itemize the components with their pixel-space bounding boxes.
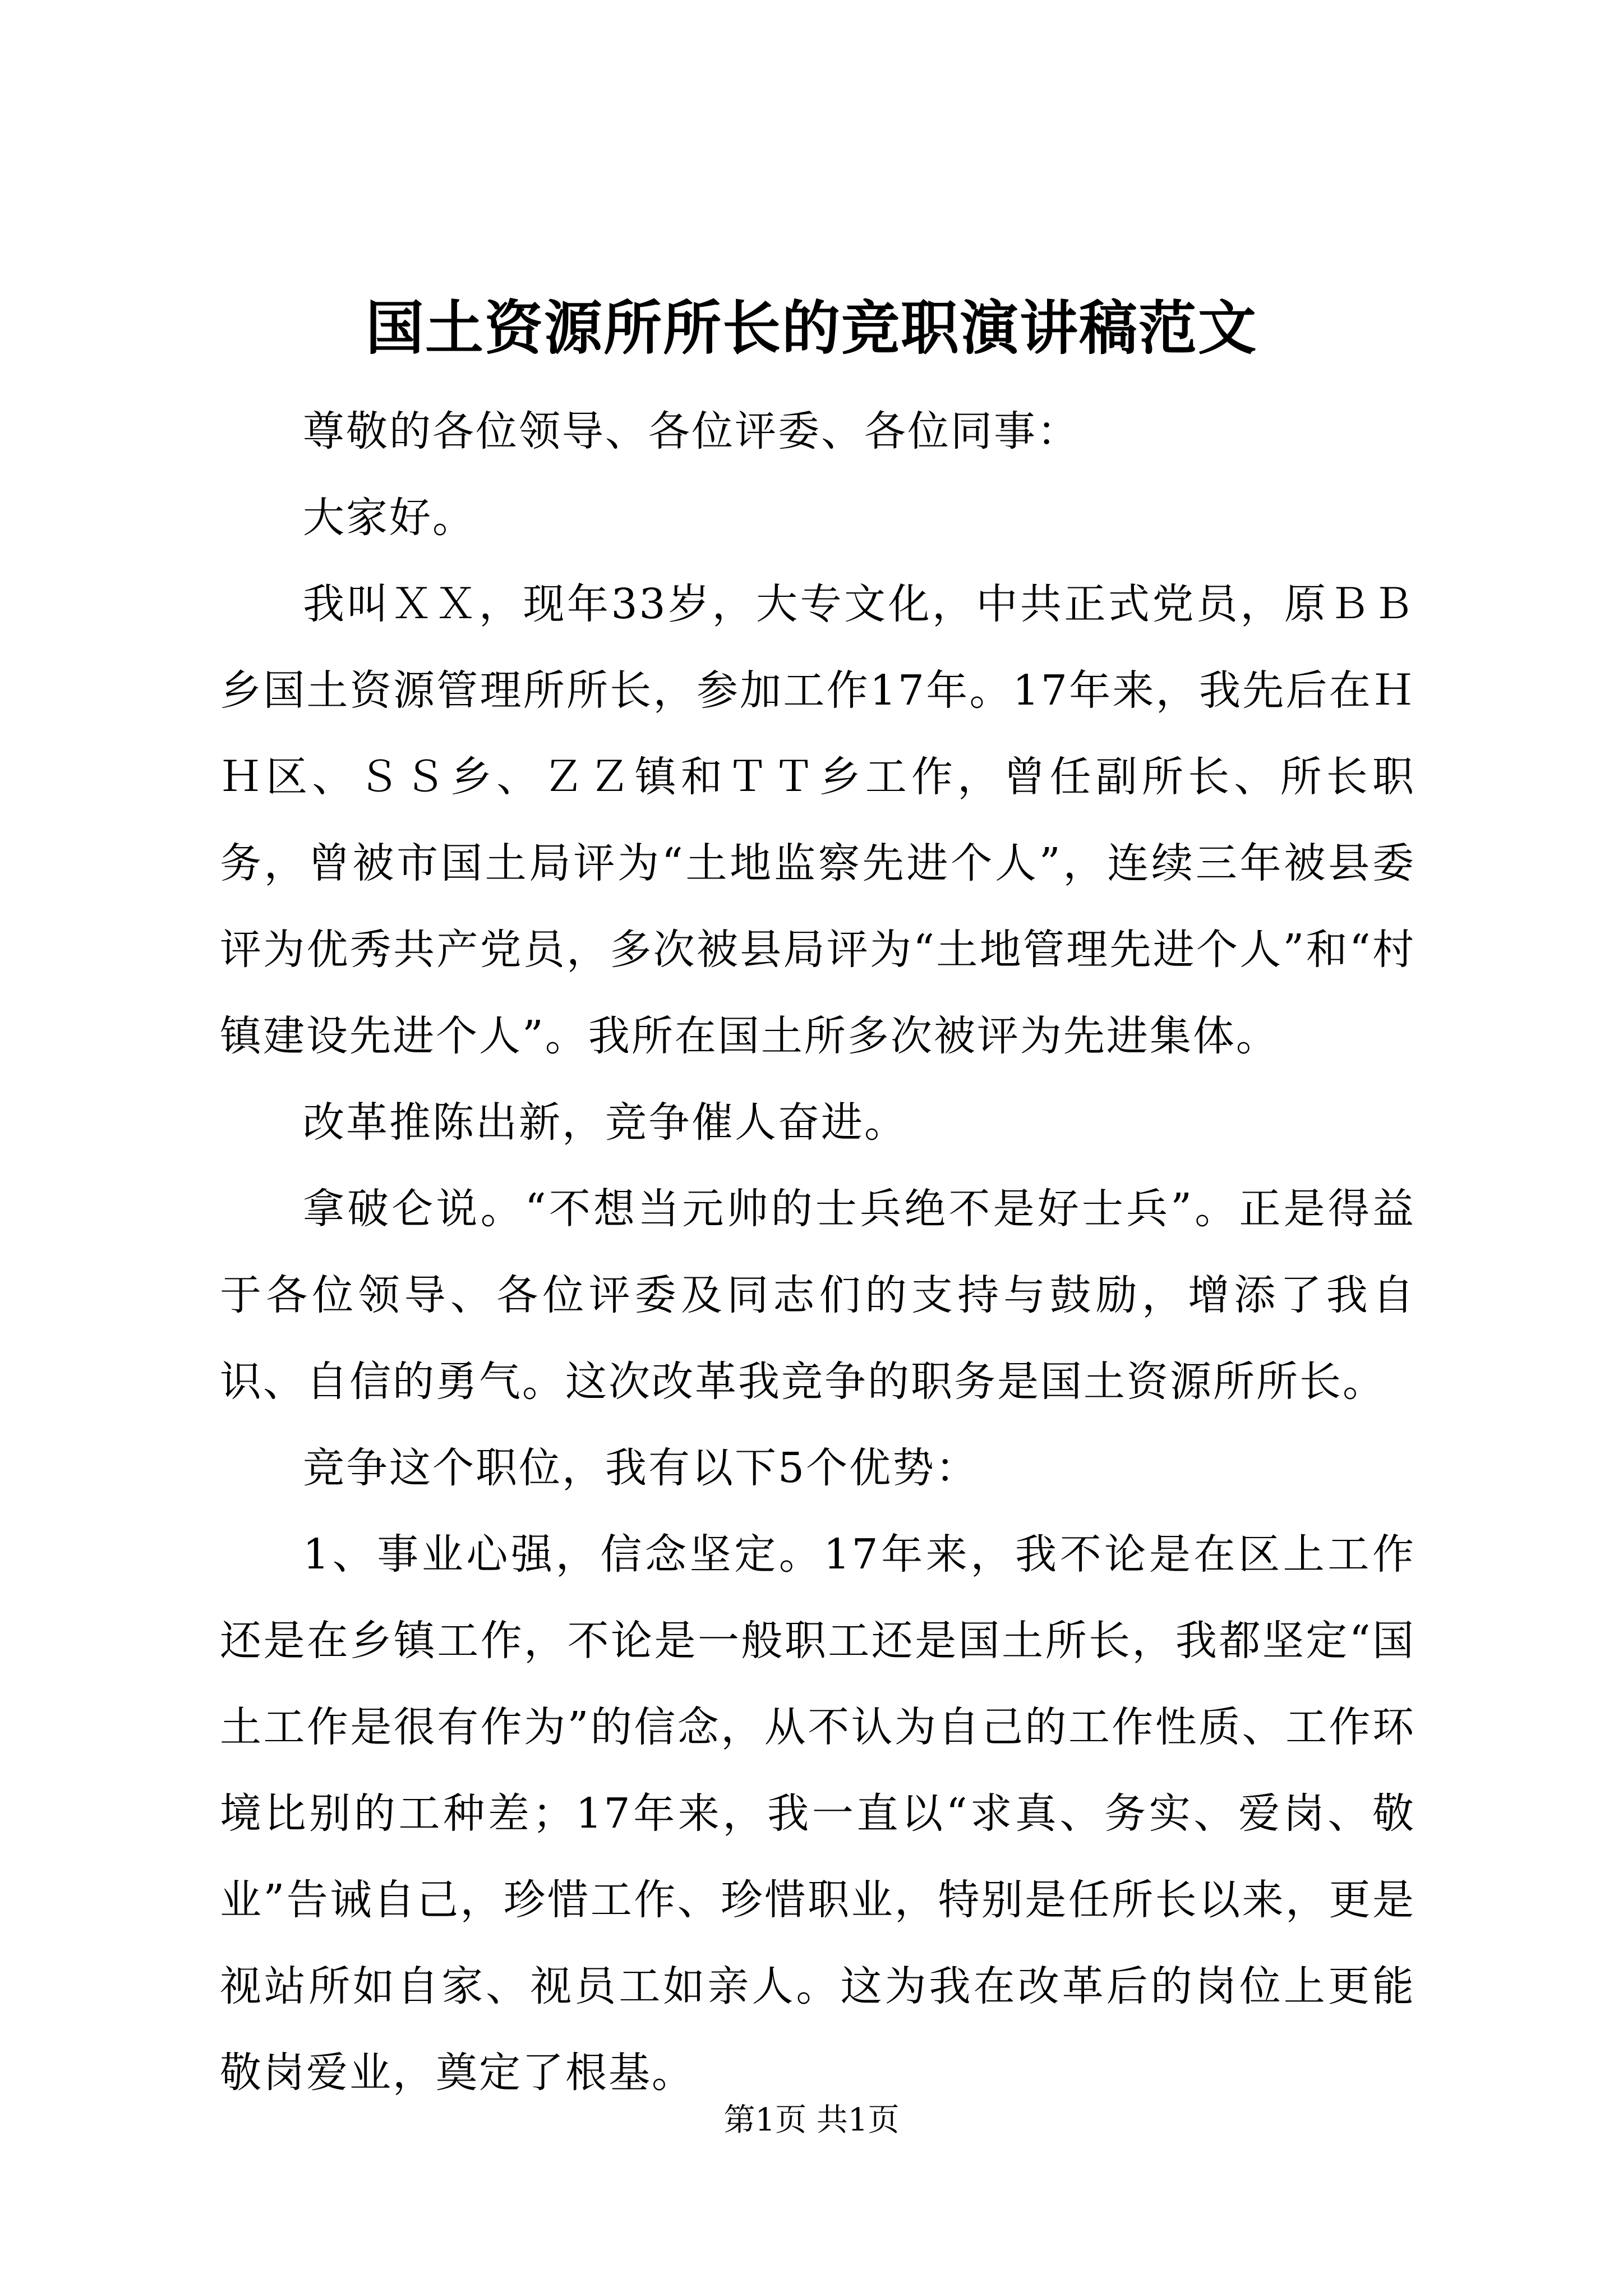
paragraph-motivation: 拿破仑说。“不想当元帅的士兵绝不是好士兵”。正是得益于各位领导、各位评委及同志们的支持与鼓励，增添了我自识、自信的勇气。这次改革我竞争的职务是国土资源所所长。	[220, 1185, 1415, 1406]
paragraph-salutation: 尊敬的各位领导、各位评委、各位同事：	[303, 407, 1080, 455]
paragraph-reform: 改革推陈出新，竞争催人奋进。	[303, 1098, 907, 1147]
paragraph-introduction: 我叫ＸＸ，现年33岁，大专文化，中共正式党员，原ＢＢ乡国土资源管理所所长，参加工作17年。17年来，我先后在ＨＨ区、ＳＳ乡、ＺＺ镇和ＴＴ乡工作，曾任副所长、所长职务，曾被市国土局评为“土地监察先进个人”，连续三年被县委评为优秀共产党员，多次被县局评为“土地管理先进个人”和“村镇建设先进个人”。我所在国土所多次被评为先进集体。	[220, 580, 1415, 1060]
paragraph-advantage-1: 1、事业心强，信念坚定。17年来，我不论是在区上工作还是在乡镇工作，不论是一般职工还是国土所长，我都坚定“国土工作是很有作为”的信念，从不认为自己的工作性质、工作环境比别的工种差；17年来，我一直以“求真、务实、爱岗、敬业”告诫自己，珍惜工作、珍惜职业，特别是任所长以来，更是视站所如自家、视员工如亲人。这为我在改革后的岗位上更能敬岗爱业，奠定了根基。	[220, 1530, 1415, 2097]
document-body	[220, 388, 1415, 2116]
paragraph-advantages-intro: 竞争这个职位，我有以下5个优势：	[303, 1444, 979, 1492]
page-footer: 第1页 共1页	[723, 2102, 900, 2138]
document-title: 国土资源所所长的竞职演讲稿范文	[365, 293, 1257, 362]
paragraph-greeting: 大家好。	[303, 494, 476, 542]
